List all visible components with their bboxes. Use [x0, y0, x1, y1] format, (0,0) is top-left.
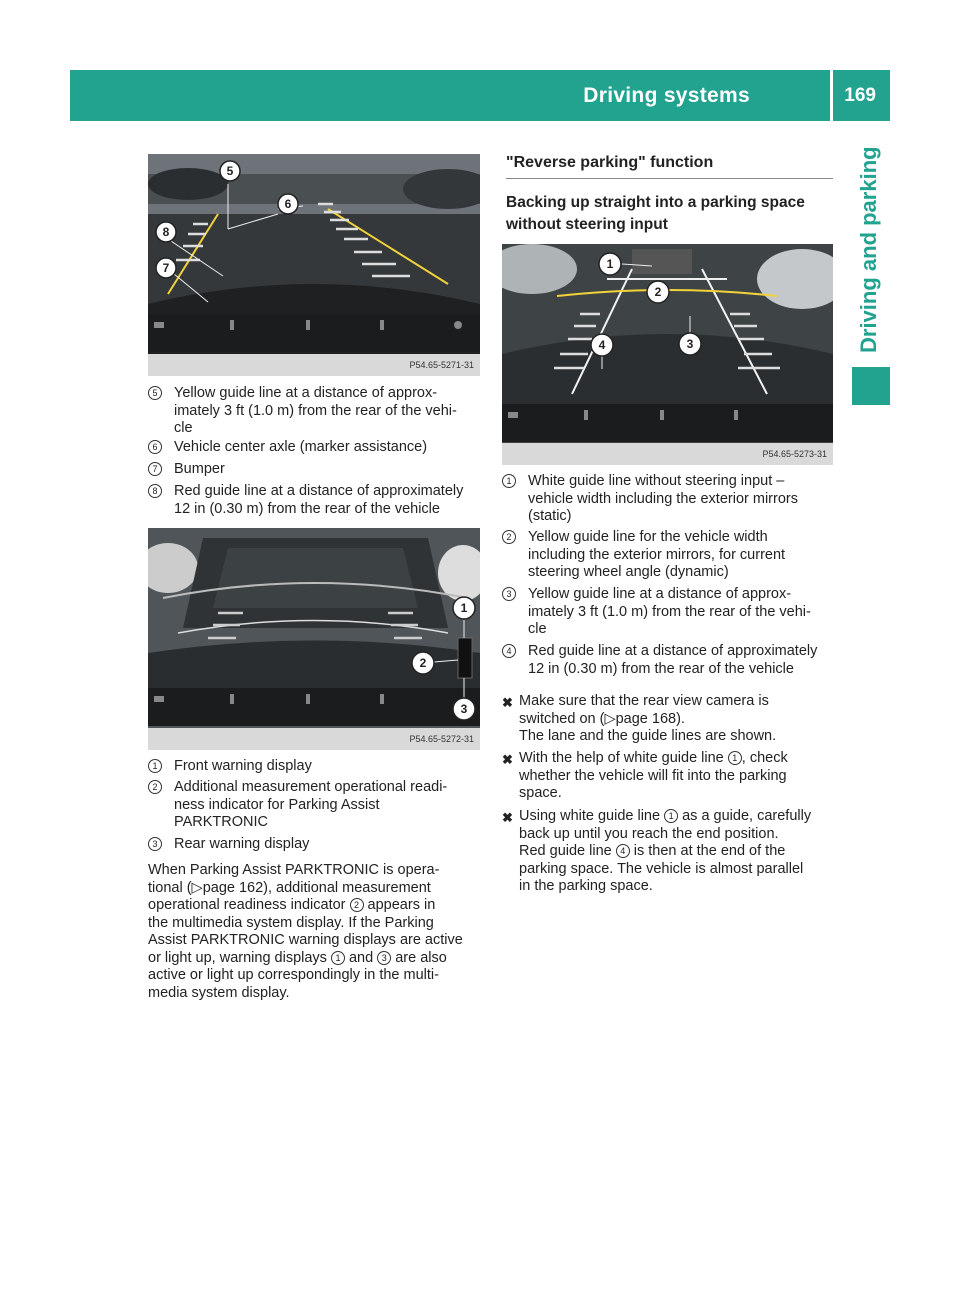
item-text: Yellow guide line for the vehicle width — [528, 529, 768, 545]
callout-8 — [156, 222, 176, 242]
item-text: Yellow guide line at a distance of approx- — [174, 385, 438, 401]
svg-text:4: 4 — [598, 338, 606, 352]
page-reference-link[interactable]: page 168). — [615, 710, 685, 727]
item-text: 12 in (0.30 m) from the rear of the vehicle — [174, 500, 440, 517]
step-text: in the parking space. — [519, 878, 653, 894]
callout-6 — [278, 194, 298, 214]
step-text: The lane and the guide lines are shown. — [519, 728, 777, 744]
item-text: ness indicator for Parking Assist — [174, 796, 380, 813]
callout-2 — [647, 281, 669, 303]
item-text: Red guide line at a distance of approximately — [528, 643, 818, 659]
item-text: imately 3 ft (1.0 m) from the rear of the vehi- — [174, 402, 457, 419]
para-text: operational readiness indicator — [148, 897, 350, 913]
step-text: Red guide line — [519, 843, 616, 859]
callout-2 — [412, 652, 434, 674]
callout-4 — [591, 334, 613, 356]
subtitle-line: Backing up straight into a parking space — [506, 194, 805, 211]
item-text: Rear warning display — [174, 836, 310, 852]
figure-1-code: P54.65-5271-31 — [148, 354, 480, 376]
step-arrow-icon: ✖ — [502, 752, 513, 767]
para-text: are also — [391, 949, 447, 966]
rear-camera-figure-2 — [148, 528, 480, 750]
svg-text:1: 1 — [606, 257, 614, 271]
step-text — [519, 750, 842, 768]
item-text: Front warning display — [174, 758, 312, 774]
subsection-title — [506, 192, 805, 236]
para-text: appears in — [363, 897, 436, 913]
callout-3 — [453, 698, 475, 720]
callout-1 — [453, 597, 475, 619]
callout-5 — [220, 161, 240, 181]
step-text: as a guide, carefully — [678, 808, 812, 824]
page-number: 169 — [844, 85, 876, 106]
camera-image-3 — [502, 244, 833, 465]
svg-text:2: 2 — [419, 656, 427, 670]
inline-callout: 3 — [377, 951, 391, 965]
step-text — [519, 808, 842, 826]
page-ref-arrow-icon: ▷ — [191, 879, 203, 896]
para-line — [148, 897, 488, 915]
item-text: steering wheel angle (dynamic) — [528, 564, 729, 580]
item-number: 6 — [148, 440, 162, 454]
item-number: 3 — [148, 837, 162, 851]
item-number: 2 — [502, 530, 516, 544]
item-number: 1 — [502, 474, 516, 488]
callout-1 — [599, 253, 621, 275]
item-number: 2 — [148, 780, 162, 794]
camera-image-1 — [148, 154, 480, 376]
side-tab-label — [852, 121, 890, 361]
item-text: Red guide line at a distance of approximately — [174, 483, 464, 499]
item-text: 12 in (0.30 m) from the rear of the vehicle — [528, 660, 794, 677]
item-text: vehicle width including the exterior mirrors — [528, 490, 798, 507]
para-line — [148, 880, 488, 898]
step-text: Using white guide line — [519, 808, 665, 824]
item-text: cle — [528, 621, 547, 637]
step-arrow-icon: ✖ — [502, 695, 513, 710]
item-text: PARKTRONIC — [174, 814, 268, 830]
accent-square — [852, 367, 890, 405]
item-number: 3 — [502, 587, 516, 601]
svg-text:3: 3 — [686, 337, 694, 351]
item-text: imately 3 ft (1.0 m) from the rear of the vehi- — [528, 603, 811, 620]
step-text — [519, 711, 842, 729]
para-text: or light up, warning displays — [148, 949, 331, 966]
header-title: Driving systems — [583, 84, 750, 107]
para-text: tional ( — [148, 879, 192, 896]
item-number: 1 — [148, 759, 162, 773]
step-text: switched on ( — [519, 710, 605, 727]
step-text: With the help of white guide line — [519, 750, 728, 766]
svg-text:8: 8 — [162, 225, 170, 239]
step-text: , check — [741, 750, 788, 766]
page-ref-arrow-icon: ▷ — [604, 710, 616, 727]
step-text: whether the vehicle will fit into the parking — [519, 767, 787, 784]
para-line: Assist PARKTRONIC warning displays are active — [148, 932, 463, 948]
item-text: (static) — [528, 508, 572, 524]
svg-text:2: 2 — [654, 285, 662, 299]
inline-callout: 2 — [350, 898, 364, 912]
camera-image-2 — [148, 528, 480, 750]
callout-3 — [679, 333, 701, 355]
subtitle-line: without steering input — [506, 216, 668, 233]
step-text: is then at the end of the — [629, 843, 786, 859]
step-text: back up until you reach the end position. — [519, 825, 779, 842]
step-text: Make sure that the rear view camera is — [519, 693, 769, 709]
item-number: 4 — [502, 644, 516, 658]
rear-camera-figure-1 — [148, 154, 480, 376]
svg-text:5: 5 — [226, 164, 234, 178]
item-text: Additional measurement operational readi- — [174, 779, 448, 795]
item-text: cle — [174, 420, 193, 436]
item-number: 7 — [148, 462, 162, 476]
side-tab-text: Driving and parking — [856, 146, 881, 353]
callout-7 — [156, 258, 176, 278]
inline-callout: 1 — [728, 751, 742, 765]
item-text: White guide line without steering input – — [528, 473, 785, 489]
header-bar — [70, 70, 890, 121]
figure-2-code: P54.65-5272-31 — [148, 728, 480, 750]
section-title: "Reverse parking" function — [506, 154, 714, 171]
section-rule — [506, 178, 833, 179]
svg-text:3: 3 — [460, 702, 468, 716]
para-line: active or light up correspondingly in the multi- — [148, 967, 439, 983]
para-text: and — [344, 949, 378, 966]
step-arrow-icon: ✖ — [502, 810, 513, 825]
svg-text:6: 6 — [284, 197, 292, 211]
rear-camera-figure-3 — [502, 244, 833, 465]
figure-3-code: P54.65-5273-31 — [502, 443, 833, 465]
item-text: including the exterior mirrors, for current — [528, 546, 786, 563]
para-line: media system display. — [148, 984, 290, 1001]
inline-callout: 1 — [664, 809, 678, 823]
step-text: space. — [519, 785, 562, 801]
header-divider — [830, 70, 833, 121]
para-line — [148, 950, 488, 968]
step-text: parking space. The vehicle is almost parallel — [519, 860, 804, 877]
para-line: the multimedia system display. If the Parking — [148, 914, 434, 931]
inline-callout: 4 — [616, 844, 630, 858]
para-line: When Parking Assist PARKTRONIC is opera- — [148, 862, 440, 878]
page-reference-link[interactable]: page 162), additional measurement — [202, 879, 431, 896]
item-number: 8 — [148, 484, 162, 498]
item-text: Bumper — [174, 461, 225, 477]
svg-text:7: 7 — [162, 261, 170, 275]
step-text — [519, 843, 842, 861]
item-number: 5 — [148, 386, 162, 400]
parktronic-paragraph — [148, 862, 488, 1002]
item-text: Yellow guide line at a distance of approx- — [528, 586, 792, 602]
svg-text:1: 1 — [460, 601, 468, 615]
inline-callout: 1 — [331, 951, 345, 965]
item-text: Vehicle center axle (marker assistance) — [174, 439, 428, 455]
